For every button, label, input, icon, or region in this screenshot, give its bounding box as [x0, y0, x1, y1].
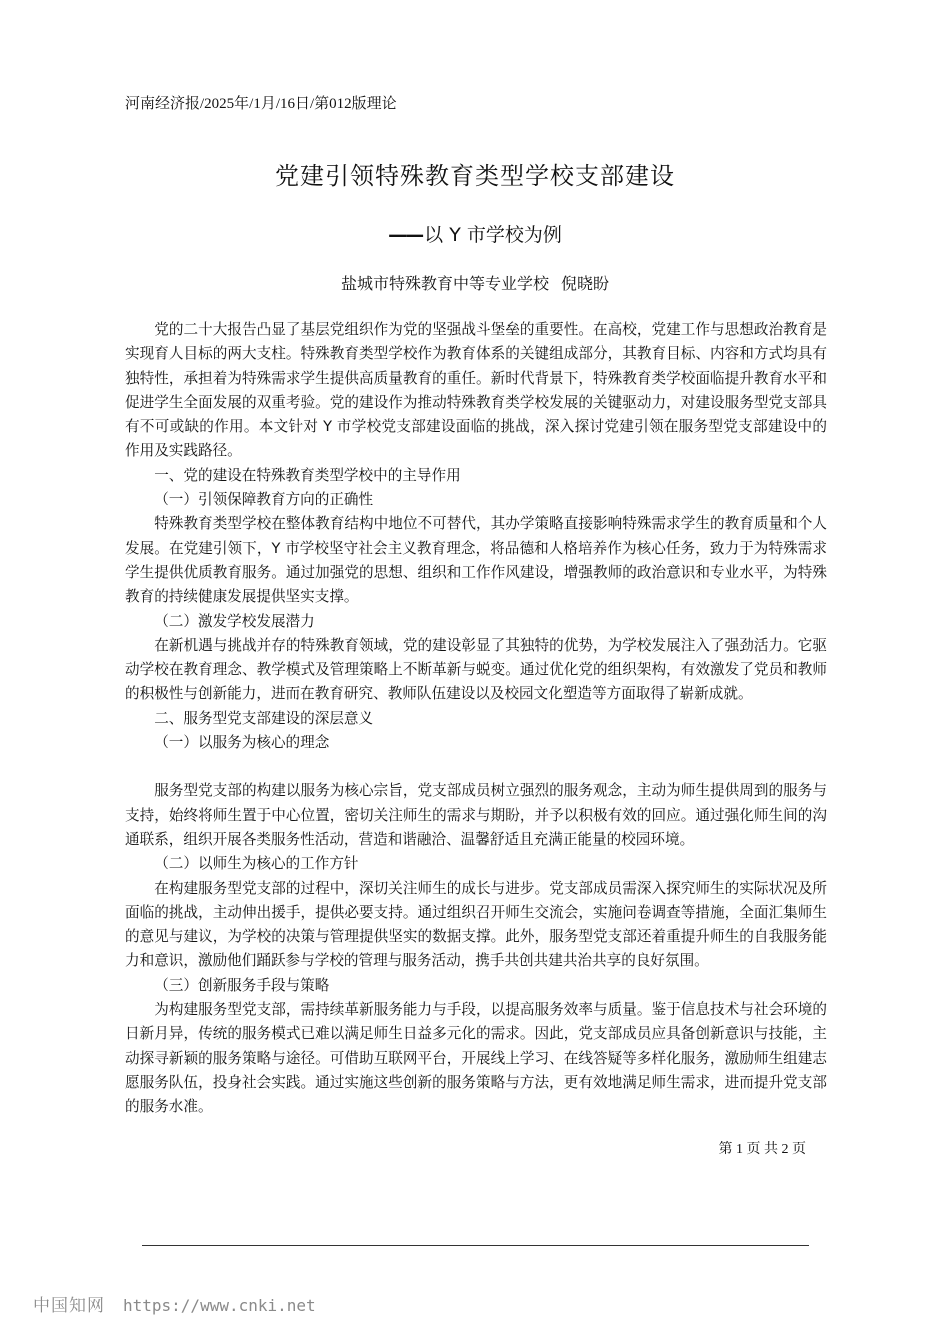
subsection-heading-1-1: （一）引领保障教育方向的正确性: [154, 491, 374, 509]
author-organization: 盐城市特殊教育中等专业学校: [340, 274, 549, 293]
article-subtitle: [0, 220, 950, 250]
subsection-heading-1-2: （二）激发学校发展潜力: [154, 612, 315, 630]
section-heading-2: 二、服务型党支部建设的深层意义: [154, 709, 374, 727]
subtitle-text: 以 Y 市学校为例: [424, 224, 562, 246]
subsection-heading-2-1: （一）以服务为核心的理念: [154, 734, 330, 752]
subsection-heading-2-3: （三）创新服务手段与策略: [154, 976, 330, 994]
cnki-watermark: [33, 1294, 316, 1318]
paragraph: 在新机遇与挑战并存的特殊教育领域，党的建设彰显了其独特的优势，为学校发展注入了强劲活力。它驱动学校在教育理念、教学模式及管理策略上不断革新与蜕变。通过优化党的组织架构，有效激发了党员和教师的积极性与创新能力，进而在教育研究、教师队伍建设以及校园文化塑造等方面取得了崭新成就。: [125, 636, 827, 703]
paragraph: 服务型党支部的构建以服务为核心宗旨，党支部成员树立强烈的服务观念，主动为师生提供周到的服务与支持，始终将师生置于中心位置，密切关注师生的需求与期盼，并予以积极有效的回应。通过强化师生间的沟通联系，组织开展各类服务性活动，营造和谐融洽、温馨舒适且充满正能量的校园环境。: [125, 782, 827, 848]
paragraph: 为构建服务型党支部，需持续革新服务能力与手段，以提高服务效率与质量。鉴于信息技术与社会环境的日新月异，传统的服务模式已难以满足师生日益多元化的需求。因此，党支部成员应具备创新意识与技能，主动探寻新颖的服务策略与途径。可借助互联网平台，开展线上学习、在线答疑等多样化服务，激励师生组建志愿服务队伍，投身社会实践。通过实施这些创新的服务策略与方法，更有效地满足师生需求，进而提升党支部的服务水准。: [125, 1001, 827, 1116]
page-number: 第 1 页 共 2 页: [718, 1142, 806, 1157]
article-title: 党建引领特殊教育类型学校支部建设: [275, 162, 675, 190]
footer-divider: [142, 1245, 809, 1246]
paragraph-intro: 党的二十大报告凸显了基层党组织作为党的坚强战斗堡垒的重要性。在高校，党建工作与思想政治教育是实现育人目标的两大支柱。特殊教育类型学校作为教育体系的关键组成部分，其教育目标、内容和方式均具有独特性，承担着为特殊需求学生提供高质量教育的重任。新时代背景下，特殊教育类学校面临提升教育水平和促进学生全面发展的双重考验。党的建设作为推动特殊教育类学校发展的关键驱动力，对建设服务型党支部具有不可或缺的作用。本文针对 Y 市学校党支部建设面临的挑战，深入探讨党建引领在服务型党支部建设中的作用及实践路径。: [125, 321, 827, 460]
source-line: 河南经济报/2025年/1月/16日/第012版理论: [125, 96, 397, 112]
paragraph: 特殊教育类型学校在整体教育结构中地位不可替代，其办学策略直接影响特殊需求学生的教育质量和个人发展。在党建引领下，Y 市学校坚守社会主义教育理念，将品德和人格培养作为核心任务，致力于为特殊需求学生提供优质教育服务。通过加强党的思想、组织和工作作风建设，增强教师的政治意识和专业水平，为特殊教育的持续健康发展提供坚实支撑。: [125, 515, 827, 606]
author-line: [0, 271, 950, 297]
subtitle-dash: ——: [388, 224, 423, 246]
paragraph: 在构建服务型党支部的过程中，深切关注师生的成长与进步。党支部成员需深入探究师生的实际状况及所面临的挑战，主动伸出援手，提供必要支持。通过组织召开师生交流会，实施问卷调查等措施，全面汇集师生的意见与建议，为学校的决策与管理提供坚实的数据支撑。此外，服务型党支部还着重提升师生的自我服务能力和意识，激励他们踊跃参与学校的管理与服务活动，携手共创共建共治共享的良好氛围。: [125, 879, 827, 970]
section-heading-1: 一、党的建设在特殊教育类型学校中的主导作用: [154, 466, 461, 484]
author-name: 倪晓盼: [561, 274, 610, 293]
watermark-url: https://www.cnki.net: [123, 1296, 316, 1315]
subsection-heading-2-2: （二）以师生为核心的工作方针: [154, 855, 359, 873]
watermark-name: 中国知网: [33, 1296, 105, 1316]
article-body: [125, 318, 827, 1120]
